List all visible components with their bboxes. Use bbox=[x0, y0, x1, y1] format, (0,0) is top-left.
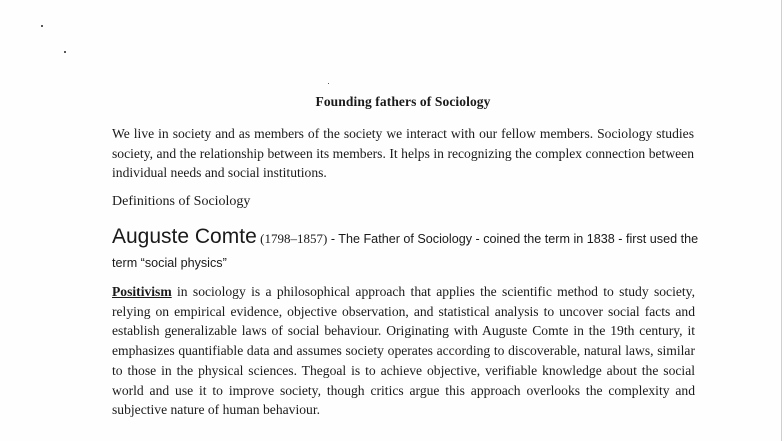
intro-paragraph: We live in society and as members of the society we interact with our fellow members. Sociology studies society, and the relationship between its members. It helps in recognizing the complex connection between individual needs and social institutions. bbox=[112, 126, 694, 180]
scan-speck bbox=[41, 25, 43, 27]
comte-description: - The Father of Sociology - coined the term in 1838 - first used the term “social physics” bbox=[112, 232, 699, 270]
positivism-term: Positivism bbox=[112, 284, 172, 299]
positivism-text: in sociology is a philosophical approach that applies the scientific method to study society, relying on empirical evidence, objective observation, and statistical analysis to uncover social facts and establish generalizable laws of social behaviour. Originating with Auguste Comte in the 19th century, it emphasizes quantifiable data and assumes society operates according to discoverable, natural laws, similar to those in the physical sciences. Thegoal is to achieve objective, verifiable knowledge about the social world and use it to improve society, though critics argue this approach overlooks the complexity and subjective nature of human behaviour. bbox=[112, 284, 695, 418]
scan-speck bbox=[328, 83, 329, 84]
comte-definition bbox=[112, 225, 702, 275]
definitions-heading: Definitions of Sociology bbox=[112, 194, 251, 209]
positivism-paragraph bbox=[112, 282, 695, 420]
comte-years: (1798–1857) bbox=[260, 231, 328, 246]
scan-edge bbox=[781, 0, 782, 441]
comte-name: Auguste Comte bbox=[112, 225, 257, 248]
page-title: Founding fathers of Sociology bbox=[315, 94, 491, 109]
scan-speck bbox=[64, 51, 66, 53]
